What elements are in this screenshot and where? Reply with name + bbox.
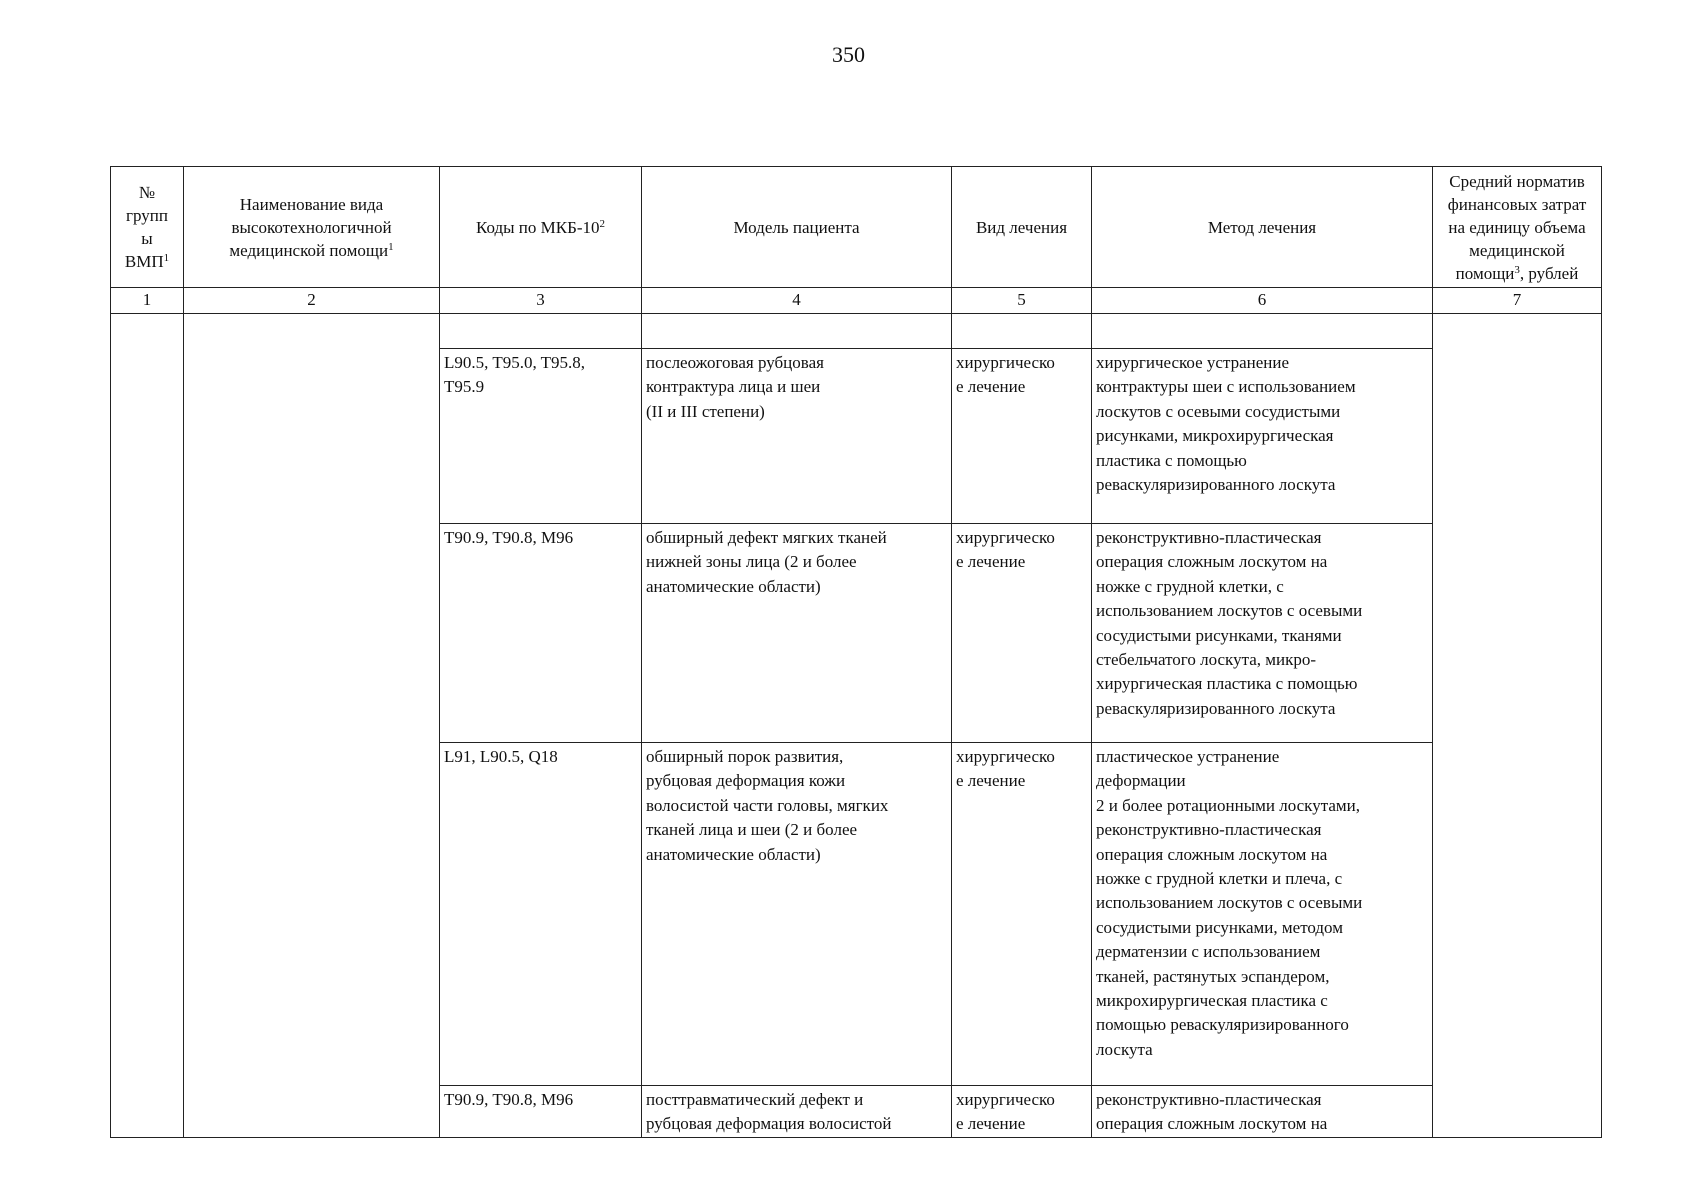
column-numbers-row [111, 288, 1602, 314]
column-number: 4 [642, 288, 952, 314]
treatment-type-cell: хирургическо е лечение [952, 349, 1092, 524]
header-group-number: № групп ы ВМП$^1$ [111, 167, 184, 288]
treatment-type-cell: хирургическо е лечение [952, 1086, 1092, 1138]
header-treatment-type: Вид лечения [952, 167, 1092, 288]
treatment-type-cell: хирургическо е лечение [952, 743, 1092, 1086]
patient-model-cell: посттравматический дефект и рубцовая деформация волосистой [642, 1086, 952, 1138]
column-number: 2 [184, 288, 440, 314]
column-number: 3 [440, 288, 642, 314]
financial-standard-cell [1433, 314, 1602, 1138]
icd-codes-cell: T90.9, T90.8, M96 [440, 1086, 642, 1138]
column-number: 6 [1092, 288, 1433, 314]
icd-codes-cell: L91, L90.5, Q18 [440, 743, 642, 1086]
spacer-cell [642, 314, 952, 349]
spacer-cell [440, 314, 642, 349]
header-care-type-name: Наименование вида высокотехнологичной медицинской помощи$^1$ [184, 167, 440, 288]
treatment-method-cell: реконструктивно-пластическая операция сложным лоскутом на [1092, 1086, 1433, 1138]
patient-model-cell: обширный порок развития, рубцовая деформация кожи волосистой части головы, мягких тканей лица и шеи (2 и более анатомические области) [642, 743, 952, 1086]
header-icd-codes: Коды по МКБ-$10^2$ [440, 167, 642, 288]
care-type-name-cell [184, 314, 440, 1138]
icd-codes-cell: L90.5, T95.0, T95.8, T95.9 [440, 349, 642, 524]
header-treatment-method: Метод лечения [1092, 167, 1433, 288]
header-patient-model: Модель пациента [642, 167, 952, 288]
vmp-table [110, 166, 1602, 1138]
treatment-type-cell: хирургическо е лечение [952, 524, 1092, 743]
spacer-row [111, 314, 1602, 349]
column-number: 7 [1433, 288, 1602, 314]
column-number: 1 [111, 288, 184, 314]
treatment-method-cell: пластическое устранение деформации 2 и более ротационными лоскутами, реконструктивно-пластическая операция сложным лоскутом на ножке с грудной клетки и плеча, с использованием лоскутов с осевыми сосудистыми рисунками, методом дерматензии с использованием тканей, растянутых эспандером, микрохирургическая пластика с помощью реваскуляризированного лоскута [1092, 743, 1433, 1086]
icd-codes-cell: T90.9, T90.8, M96 [440, 524, 642, 743]
patient-model-cell: послеожоговая рубцовая контрактура лица и шеи (II и III степени) [642, 349, 952, 524]
group-number-cell [111, 314, 184, 1138]
page-number: 350 [832, 42, 865, 67]
spacer-cell [952, 314, 1092, 349]
header-row [111, 167, 1602, 288]
header-financial-standard: Средний норматив финансовых затрат на единицу объема медицинской помощи$^3$, рублей [1433, 167, 1602, 288]
spacer-cell [1092, 314, 1433, 349]
treatment-method-cell: хирургическое устранение контрактуры шеи с использованием лоскутов с осевыми сосудистыми рисунками, микрохирургическая пластика с помощью реваскуляризированного лоскута [1092, 349, 1433, 524]
column-number: 5 [952, 288, 1092, 314]
patient-model-cell: обширный дефект мягких тканей нижней зоны лица (2 и более анатомические области) [642, 524, 952, 743]
treatment-method-cell: реконструктивно-пластическая операция сложным лоскутом на ножке с грудной клетки, с использованием лоскутов с осевыми сосудистыми рисунками, тканями стебельчатого лоскута, микро- хирургическая пластика с помощью реваскуляризированного лоскута [1092, 524, 1433, 743]
